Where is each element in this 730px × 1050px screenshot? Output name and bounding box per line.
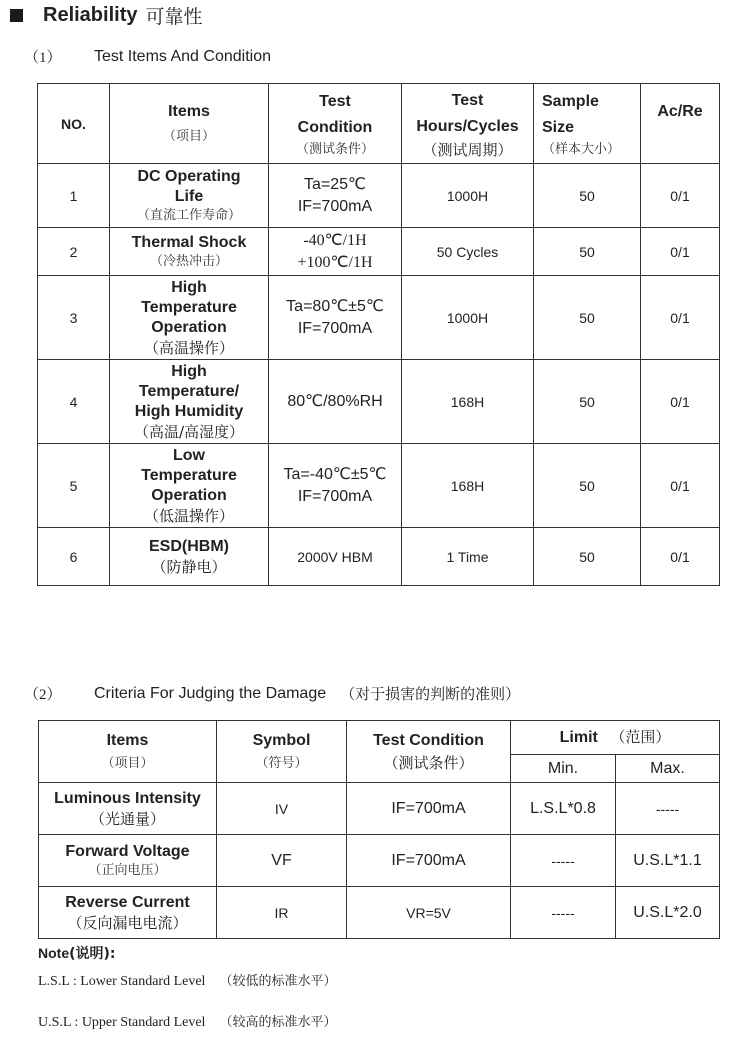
row-hours: 1000H [402,276,534,360]
note-lsl: L.S.L : Lower Standard Level （较低的标准水平） [38,974,337,989]
section2-title-cn: （对于损害的判断的准则） [340,685,521,703]
section1-title-text: Test Items And Condition [94,47,271,65]
row-item: ESD(HBM) （防静电） [110,528,269,586]
row-min: ----- [511,887,616,939]
header-items: Items （项目） [39,721,217,783]
section2-number: （2） [24,687,62,703]
row-size: 50 [534,228,641,276]
row-size: 50 [534,444,641,528]
header-ac-re: Ac/Re [641,84,720,164]
header-test-condition: Test Condition （测试条件） [347,721,511,783]
row-no: 2 [38,228,110,276]
row-acre: 0/1 [641,276,720,360]
note-title: Note(说明): [38,945,116,962]
header-no: NO. [38,84,110,164]
row-item: Reverse Current （反向漏电电流） [39,887,217,939]
row-min: L.S.L*0.8 [511,783,616,835]
row-hours: 1000H [402,164,534,228]
table2-header-row [39,721,720,755]
row-hours: 168H [402,444,534,528]
row-item: Luminous Intensity （光通量） [39,783,217,835]
table-row [39,835,720,887]
table-row [38,228,720,276]
table1-header-row [38,84,720,164]
row-no: 5 [38,444,110,528]
row-acre: 0/1 [641,360,720,444]
note-usl: U.S.L : Upper Standard Level （较高的标准水平） [38,1015,337,1030]
header-sample-size: Sample Size （样本大小） [534,84,641,164]
row-hours: 50 Cycles [402,228,534,276]
section1-title [24,46,271,67]
row-size: 50 [534,276,641,360]
table-row [38,444,720,528]
row-item: DC Operating Life （直流工作寿命） [110,164,269,228]
header-test-condition: Test Condition （测试条件） [269,84,402,164]
row-condition: IF=700mA [347,835,511,887]
header-items: Items （项目） [110,84,269,164]
row-symbol: IR [217,887,347,939]
row-symbol: VF [217,835,347,887]
row-condition: 2000V HBM [269,528,402,586]
header-symbol: Symbol （符号） [217,721,347,783]
row-acre: 0/1 [641,164,720,228]
header-min: Min. [511,755,616,783]
section2-title [24,683,520,704]
row-size: 50 [534,528,641,586]
section1-number: （1） [24,50,62,66]
row-min: ----- [511,835,616,887]
row-condition: Ta=-40℃±5℃ IF=700mA [269,444,402,528]
row-size: 50 [534,360,641,444]
section2-title-text: Criteria For Judging the Damage [94,684,327,702]
damage-criteria-table [38,720,720,939]
row-condition: Ta=25℃ IF=700mA [269,164,402,228]
row-condition: -40℃/1H +100℃/1H [269,228,402,276]
row-no: 4 [38,360,110,444]
table-row [38,164,720,228]
row-item: High Temperature/ High Humidity （高温/高湿度） [110,360,269,444]
row-item: Low Temperature Operation （低温操作） [110,444,269,528]
header-max: Max. [616,755,720,783]
row-symbol: IV [217,783,347,835]
table-row [39,887,720,939]
section-heading [10,2,203,28]
row-condition: Ta=80℃±5℃ IF=700mA [269,276,402,360]
table-row [38,360,720,444]
row-max: U.S.L*1.1 [616,835,720,887]
row-acre: 0/1 [641,444,720,528]
row-no: 3 [38,276,110,360]
row-condition: VR=5V [347,887,511,939]
row-max: ----- [616,783,720,835]
row-no: 1 [38,164,110,228]
row-hours: 168H [402,360,534,444]
row-condition: 80℃/80%RH [269,360,402,444]
table-row [38,276,720,360]
row-item: High Temperature Operation （高温操作） [110,276,269,360]
header-test-hours: Test Hours/Cycles （测试周期） [402,84,534,164]
row-no: 6 [38,528,110,586]
row-size: 50 [534,164,641,228]
row-hours: 1 Time [402,528,534,586]
heading-title: Reliability [43,3,138,26]
row-item: Forward Voltage （正向电压） [39,835,217,887]
row-max: U.S.L*2.0 [616,887,720,939]
row-item: Thermal Shock （冷热冲击） [110,228,269,276]
header-limit: Limit （范围） [511,721,720,755]
test-items-table [37,83,720,586]
heading-square-icon [10,9,23,22]
row-acre: 0/1 [641,228,720,276]
table-row [39,783,720,835]
heading-title-cn: 可靠性 [145,5,203,28]
row-acre: 0/1 [641,528,720,586]
row-condition: IF=700mA [347,783,511,835]
table-row [38,528,720,586]
